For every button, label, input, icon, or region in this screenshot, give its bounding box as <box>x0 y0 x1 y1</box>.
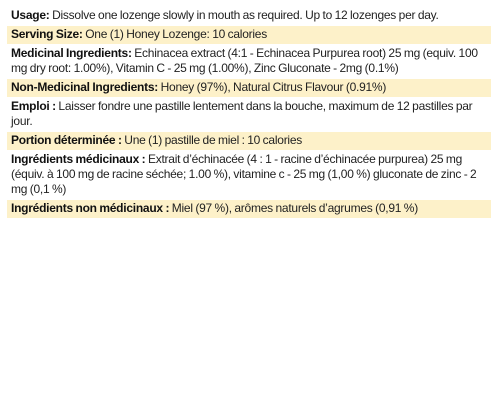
portion-label: Portion déterminée : <box>11 133 122 147</box>
medicinal-ingredients-row <box>7 45 491 79</box>
emploi-text: Laisser fondre une pastille lentement dans la bouche, maximum de 12 pastilles par jour. <box>11 99 473 128</box>
emploi-label: Emploi : <box>11 99 56 113</box>
usage-text: Dissolve one lozenge slowly in mouth as required. Up to 12 lozenges per day. <box>49 8 439 22</box>
non-medicinal-ingredients-text: Honey (97%), Natural Citrus Flavour (0.91%) <box>158 80 387 94</box>
product-info-panel <box>7 7 491 219</box>
serving-size-text: One (1) Honey Lozenge: 10 calories <box>82 27 267 41</box>
non-medicinal-ingredients-label: Non-Medicinal Ingredients: <box>11 80 159 94</box>
non-medicinal-ingredients-row <box>7 79 491 98</box>
ingredients-medicinaux-text: Extrait d’échinacée (4 : 1 - racine d’échinacée purpurea) 25 mg (équiv. à 100 mg de racine séchée; 1.00 %), vitamine c - 25 mg (1,00 %) gluconate de zinc - 2 mg (0,1 %) <box>11 152 477 196</box>
serving-size-row <box>7 26 491 45</box>
ingredients-non-medicinaux-text: Miel (97 %), arômes naturels d’agrumes (0,91 %) <box>169 201 418 215</box>
medicinal-ingredients-text: Echinacea extract (4:1 - Echinacea Purpurea root) 25 mg (equiv. 100 mg dry root: 1.00%), Vitamin C - 25 mg (1.00%), Zinc Gluconate - 2mg (0.1%) <box>11 46 478 75</box>
usage-label: Usage: <box>11 8 50 22</box>
serving-size-label: Serving Size: <box>11 27 83 41</box>
ingredients-non-medicinaux-row <box>7 200 491 219</box>
portion-text: Une (1) pastille de miel : 10 calories <box>121 133 303 147</box>
medicinal-ingredients-label: Medicinal Ingredients: <box>11 46 132 60</box>
emploi-row <box>7 98 491 132</box>
usage-row <box>7 7 491 26</box>
portion-row <box>7 132 491 151</box>
ingredients-non-medicinaux-label: Ingrédients non médicinaux : <box>11 201 170 215</box>
ingredients-medicinaux-label: Ingrédients médicinaux : <box>11 152 146 166</box>
ingredients-medicinaux-row <box>7 151 491 200</box>
